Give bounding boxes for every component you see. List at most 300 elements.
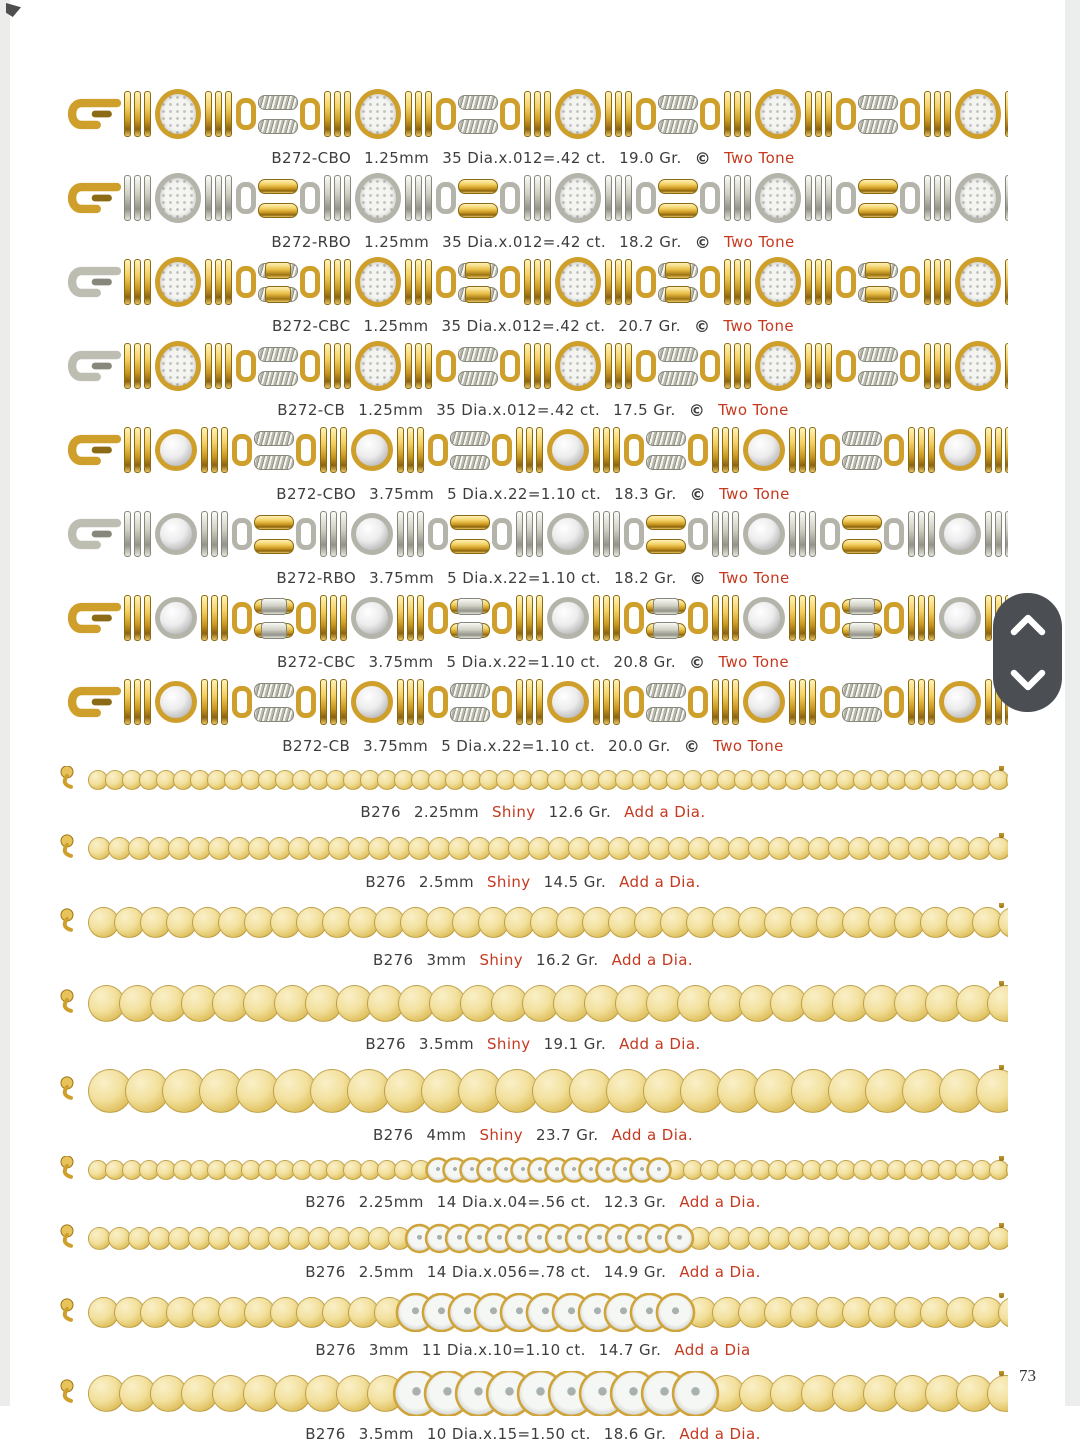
product-size: 1.25mm bbox=[358, 401, 424, 419]
product-size: 3.75mm bbox=[369, 569, 435, 587]
copyright-icon: © bbox=[689, 653, 706, 672]
cable-bar bbox=[842, 455, 882, 470]
link-buckle bbox=[700, 266, 720, 298]
bracelet-image bbox=[58, 252, 1008, 312]
product-list bbox=[58, 0, 1008, 1445]
connector-ring bbox=[944, 91, 951, 137]
center-wrap bbox=[457, 622, 483, 639]
connector-ring bbox=[1005, 427, 1008, 473]
connector-ring bbox=[134, 511, 141, 557]
bracelet-image bbox=[58, 1293, 1008, 1332]
cable-bar bbox=[658, 95, 698, 110]
connector-ring bbox=[625, 91, 632, 137]
connector-ring bbox=[417, 679, 424, 725]
connector-ring bbox=[799, 511, 806, 557]
cable-bar bbox=[258, 287, 298, 302]
connector-rings bbox=[591, 427, 622, 473]
link-buckle bbox=[428, 434, 448, 466]
connector-ring bbox=[205, 259, 212, 305]
connector-ring bbox=[918, 511, 925, 557]
clasp-icon bbox=[58, 1156, 88, 1180]
clasp-icon bbox=[58, 675, 122, 729]
connector-rings bbox=[591, 595, 622, 641]
product-caption bbox=[58, 148, 1008, 168]
product-caption bbox=[58, 1341, 1008, 1361]
pave-diamond-station bbox=[955, 341, 1001, 391]
connector-ring bbox=[603, 595, 610, 641]
product-weight: 12.3 Gr. bbox=[603, 1193, 667, 1211]
cable-bar bbox=[258, 371, 298, 386]
cable-bar bbox=[858, 371, 898, 386]
link-buckle bbox=[232, 518, 252, 550]
cable-bar bbox=[254, 515, 294, 530]
end-pin bbox=[999, 1293, 1004, 1298]
product-tag: Add a Dia. bbox=[679, 1425, 761, 1443]
connector-ring bbox=[805, 343, 812, 389]
connector-ring bbox=[211, 595, 218, 641]
bracelet-image bbox=[58, 420, 1008, 480]
connector-ring bbox=[124, 427, 131, 473]
product-weight: 18.2 Gr. bbox=[614, 569, 677, 587]
cable-bar bbox=[258, 347, 298, 362]
connector-ring bbox=[407, 427, 414, 473]
link-buckle bbox=[232, 686, 252, 718]
cable-bars bbox=[842, 674, 882, 730]
cable-bars bbox=[450, 674, 490, 730]
clasp-icon bbox=[58, 591, 122, 645]
connector-ring bbox=[613, 595, 620, 641]
connector-ring bbox=[985, 679, 992, 725]
link-buckle bbox=[236, 266, 256, 298]
connector-ring bbox=[789, 595, 796, 641]
clasp-icon bbox=[58, 1223, 88, 1248]
link-buckle bbox=[436, 98, 456, 130]
connector-rings bbox=[522, 91, 553, 137]
product-tag: Two Tone bbox=[713, 737, 784, 755]
cable-bar bbox=[254, 623, 294, 638]
center-wrap bbox=[465, 262, 491, 279]
connector-rings bbox=[395, 595, 426, 641]
link-buckle bbox=[900, 350, 920, 382]
product-tag: Add a Dia. bbox=[619, 873, 701, 891]
cable-bar bbox=[646, 539, 686, 554]
bracelet-image bbox=[58, 588, 1008, 648]
connector-ring bbox=[544, 343, 551, 389]
link-buckle bbox=[636, 266, 656, 298]
connector-rings bbox=[514, 679, 545, 725]
connector-ring bbox=[918, 427, 925, 473]
link-buckle bbox=[428, 518, 448, 550]
connector-ring bbox=[134, 91, 141, 137]
product-weight: 14.5 Gr. bbox=[543, 873, 607, 891]
connector-ring bbox=[724, 91, 731, 137]
connector-rings bbox=[1003, 175, 1008, 221]
connector-ring bbox=[221, 679, 228, 725]
connector-rings bbox=[322, 175, 353, 221]
cable-bar bbox=[458, 287, 498, 302]
connector-ring bbox=[225, 259, 232, 305]
product-finish: Shiny bbox=[487, 1035, 531, 1053]
connector-ring bbox=[809, 595, 816, 641]
product-tag: Add a Dia. bbox=[624, 803, 706, 821]
link-buckle bbox=[300, 350, 320, 382]
product-tag: Add a Dia. bbox=[611, 951, 694, 969]
link-buckle bbox=[296, 686, 316, 718]
center-wrap bbox=[265, 286, 291, 303]
page-number: 73 bbox=[1019, 1366, 1036, 1385]
connector-ring bbox=[405, 259, 412, 305]
center-wrap bbox=[261, 622, 287, 639]
connector-rings bbox=[514, 427, 545, 473]
bracelet-image bbox=[58, 981, 1008, 1026]
connector-rings bbox=[522, 259, 553, 305]
product-caption bbox=[58, 400, 1008, 420]
connector-ring bbox=[225, 175, 232, 221]
bracelet-image bbox=[58, 903, 1008, 942]
product-finish: Shiny bbox=[487, 873, 531, 891]
connector-ring bbox=[405, 343, 412, 389]
connector-ring bbox=[330, 427, 337, 473]
connector-ring bbox=[124, 511, 131, 557]
connector-rings bbox=[922, 259, 953, 305]
connector-ring bbox=[744, 175, 751, 221]
connector-ring bbox=[544, 259, 551, 305]
connector-rings bbox=[906, 427, 937, 473]
connector-ring bbox=[593, 427, 600, 473]
product-caption bbox=[58, 736, 1008, 756]
link-buckle bbox=[232, 602, 252, 634]
product-weight: 19.1 Gr. bbox=[543, 1035, 607, 1053]
connector-ring bbox=[722, 511, 729, 557]
connector-ring bbox=[625, 343, 632, 389]
connector-rings bbox=[787, 511, 818, 557]
bezel-diamond-station bbox=[743, 429, 785, 471]
product-code: B276 bbox=[305, 1193, 346, 1211]
connector-ring bbox=[124, 259, 131, 305]
cable-bar bbox=[858, 203, 898, 218]
pave-diamond-station bbox=[755, 173, 801, 223]
product-code: B272-CBO bbox=[276, 485, 357, 503]
pave-diamond-station bbox=[955, 257, 1001, 307]
product-caption bbox=[58, 951, 1008, 971]
connector-ring bbox=[908, 427, 915, 473]
link-buckle bbox=[820, 434, 840, 466]
product-tag: Two Tone bbox=[724, 149, 795, 167]
cable-bar bbox=[254, 455, 294, 470]
product-row bbox=[58, 588, 1008, 672]
diamond-disc bbox=[672, 1371, 719, 1416]
connector-ring bbox=[425, 343, 432, 389]
center-wrap bbox=[261, 598, 287, 615]
cable-bars bbox=[458, 86, 498, 142]
product-code: B276 bbox=[365, 873, 406, 891]
cable-bar bbox=[842, 623, 882, 638]
link-buckle bbox=[636, 350, 656, 382]
copyright-icon: © bbox=[694, 233, 712, 252]
link-buckle bbox=[900, 182, 920, 214]
product-size: 2.5mm bbox=[358, 1263, 414, 1281]
cable-bar bbox=[858, 179, 898, 194]
cable-bars bbox=[858, 170, 898, 226]
connector-rings bbox=[710, 679, 741, 725]
pave-diamond-station bbox=[955, 89, 1001, 139]
product-tag: Two Tone bbox=[718, 401, 789, 419]
clasp-icon bbox=[58, 987, 88, 1013]
connector-ring bbox=[134, 259, 141, 305]
cable-bar bbox=[450, 707, 490, 722]
cable-bar bbox=[258, 263, 298, 278]
bezel-diamond-station bbox=[155, 513, 197, 555]
connector-ring bbox=[340, 595, 347, 641]
connector-ring bbox=[144, 175, 151, 221]
connector-rings bbox=[906, 595, 937, 641]
connector-rings bbox=[122, 679, 153, 725]
cable-bar bbox=[450, 455, 490, 470]
cable-bar bbox=[258, 203, 298, 218]
center-wrap bbox=[653, 598, 679, 615]
bezel-diamond-station bbox=[743, 513, 785, 555]
connector-ring bbox=[344, 175, 351, 221]
connector-ring bbox=[593, 679, 600, 725]
bezel-diamond-station bbox=[547, 429, 589, 471]
connector-ring bbox=[928, 511, 935, 557]
product-size: 2.5mm bbox=[418, 873, 474, 891]
product-row bbox=[58, 504, 1008, 588]
connector-ring bbox=[603, 679, 610, 725]
connector-ring bbox=[397, 511, 404, 557]
link-buckle bbox=[884, 518, 904, 550]
clasp-icon bbox=[58, 1296, 88, 1322]
connector-ring bbox=[526, 595, 533, 641]
connector-ring bbox=[330, 595, 337, 641]
connector-ring bbox=[613, 427, 620, 473]
connector-rings bbox=[722, 175, 753, 221]
connector-ring bbox=[724, 175, 731, 221]
connector-rings bbox=[203, 175, 234, 221]
cable-bar bbox=[842, 683, 882, 698]
pave-diamond-station bbox=[155, 341, 201, 391]
cable-bar bbox=[254, 599, 294, 614]
product-spec: 5 Dia.x.22=1.10 ct. bbox=[441, 737, 596, 755]
cable-bar bbox=[658, 347, 698, 362]
cable-bar bbox=[646, 623, 686, 638]
bezel-diamond-station bbox=[547, 597, 589, 639]
product-row bbox=[58, 823, 1008, 893]
product-tag: Two Tone bbox=[719, 569, 790, 587]
product-row bbox=[58, 84, 1008, 168]
connector-rings bbox=[203, 343, 234, 389]
product-size: 3.75mm bbox=[369, 485, 435, 503]
connector-rings bbox=[710, 427, 741, 473]
connector-ring bbox=[805, 175, 812, 221]
link-buckle bbox=[300, 266, 320, 298]
pave-diamond-station bbox=[355, 341, 401, 391]
connector-ring bbox=[799, 427, 806, 473]
bezel-diamond-station bbox=[939, 681, 981, 723]
scroll-widget bbox=[993, 593, 1062, 712]
product-size: 2.25mm bbox=[358, 1193, 424, 1211]
product-row bbox=[58, 756, 1008, 823]
end-pin bbox=[999, 1223, 1004, 1228]
link-buckle bbox=[296, 602, 316, 634]
clasp-icon bbox=[58, 1075, 88, 1101]
pave-diamond-station bbox=[755, 257, 801, 307]
cable-bars bbox=[842, 590, 882, 646]
product-tag: Add a Dia. bbox=[619, 1035, 701, 1053]
cable-bar bbox=[258, 95, 298, 110]
connector-ring bbox=[340, 427, 347, 473]
end-pin bbox=[999, 981, 1004, 986]
connector-ring bbox=[809, 427, 816, 473]
connector-ring bbox=[320, 679, 327, 725]
connector-ring bbox=[734, 175, 741, 221]
connector-ring bbox=[215, 259, 222, 305]
bracelet-image bbox=[58, 1156, 1008, 1184]
product-caption bbox=[58, 1425, 1008, 1445]
connector-rings bbox=[803, 343, 834, 389]
cable-bars bbox=[450, 590, 490, 646]
gold-disc bbox=[988, 837, 1008, 860]
product-row bbox=[58, 1055, 1008, 1146]
product-tag: Add a Dia. bbox=[611, 1126, 694, 1144]
connector-ring bbox=[225, 91, 232, 137]
connector-ring bbox=[205, 343, 212, 389]
cable-bar bbox=[450, 599, 490, 614]
connector-ring bbox=[211, 679, 218, 725]
connector-ring bbox=[815, 175, 822, 221]
bracelet-image bbox=[58, 168, 1008, 228]
connector-ring bbox=[724, 343, 731, 389]
cable-bar bbox=[458, 119, 498, 134]
connector-ring bbox=[625, 175, 632, 221]
connector-ring bbox=[924, 175, 931, 221]
link-buckle bbox=[624, 518, 644, 550]
cable-bar bbox=[646, 515, 686, 530]
cable-bars bbox=[646, 422, 686, 478]
connector-ring bbox=[732, 595, 739, 641]
connector-ring bbox=[221, 427, 228, 473]
connector-rings bbox=[199, 511, 230, 557]
cable-bars bbox=[450, 422, 490, 478]
connector-rings bbox=[122, 175, 153, 221]
cable-bars bbox=[658, 338, 698, 394]
link-buckle bbox=[300, 182, 320, 214]
connector-rings bbox=[787, 679, 818, 725]
connector-ring bbox=[221, 595, 228, 641]
connector-ring bbox=[985, 595, 992, 641]
connector-ring bbox=[734, 91, 741, 137]
connector-rings bbox=[906, 511, 937, 557]
connector-ring bbox=[534, 175, 541, 221]
connector-ring bbox=[995, 427, 1002, 473]
connector-ring bbox=[124, 343, 131, 389]
connector-ring bbox=[593, 511, 600, 557]
center-wrap bbox=[265, 262, 291, 279]
connector-ring bbox=[908, 511, 915, 557]
connector-rings bbox=[403, 259, 434, 305]
clasp-icon bbox=[58, 766, 88, 790]
product-code: B276 bbox=[305, 1263, 346, 1281]
connector-ring bbox=[908, 679, 915, 725]
product-weight: 18.2 Gr. bbox=[619, 233, 682, 251]
connector-ring bbox=[407, 595, 414, 641]
connector-ring bbox=[144, 259, 151, 305]
connector-ring bbox=[712, 427, 719, 473]
cable-bar bbox=[658, 287, 698, 302]
copyright-icon: © bbox=[689, 569, 707, 588]
cable-bar bbox=[858, 95, 898, 110]
link-buckle bbox=[900, 266, 920, 298]
connector-ring bbox=[722, 595, 729, 641]
link-buckle bbox=[820, 518, 840, 550]
cable-bars bbox=[458, 338, 498, 394]
product-row bbox=[58, 1361, 1008, 1445]
connector-ring bbox=[205, 91, 212, 137]
connector-ring bbox=[334, 343, 341, 389]
connector-rings bbox=[803, 91, 834, 137]
connector-ring bbox=[815, 259, 822, 305]
product-caption bbox=[58, 1126, 1008, 1146]
cable-bars bbox=[858, 86, 898, 142]
link-buckle bbox=[636, 182, 656, 214]
link-buckle bbox=[428, 602, 448, 634]
clasp-icon bbox=[58, 507, 122, 561]
product-weight: 19.0 Gr. bbox=[619, 149, 682, 167]
clasp-icon bbox=[58, 87, 122, 141]
connector-ring bbox=[605, 175, 612, 221]
cable-bar bbox=[842, 599, 882, 614]
cable-bars bbox=[658, 170, 698, 226]
cable-bar bbox=[458, 95, 498, 110]
connector-rings bbox=[199, 679, 230, 725]
connector-rings bbox=[603, 175, 634, 221]
cable-bar bbox=[646, 707, 686, 722]
connector-ring bbox=[809, 679, 816, 725]
link-buckle bbox=[296, 518, 316, 550]
connector-ring bbox=[732, 679, 739, 725]
connector-rings bbox=[983, 427, 1008, 473]
connector-ring bbox=[415, 175, 422, 221]
connector-ring bbox=[524, 175, 531, 221]
connector-rings bbox=[603, 259, 634, 305]
link-buckle bbox=[492, 518, 512, 550]
copyright-icon: © bbox=[688, 401, 706, 420]
product-weight: 20.0 Gr. bbox=[608, 737, 671, 755]
product-code: B272-CBC bbox=[271, 317, 351, 335]
scroll-up-button[interactable] bbox=[993, 603, 1062, 647]
gold-disc bbox=[998, 1297, 1008, 1328]
link-buckle bbox=[688, 602, 708, 634]
connector-ring bbox=[724, 259, 731, 305]
bezel-diamond-station bbox=[351, 513, 393, 555]
link-buckle bbox=[836, 98, 856, 130]
product-tag: Two Tone bbox=[724, 233, 795, 251]
connector-ring bbox=[593, 595, 600, 641]
gold-disc bbox=[998, 907, 1008, 938]
scroll-down-button[interactable] bbox=[993, 658, 1062, 702]
connector-ring bbox=[417, 511, 424, 557]
link-buckle bbox=[700, 98, 720, 130]
connector-rings bbox=[203, 91, 234, 137]
product-finish: Shiny bbox=[479, 1126, 524, 1144]
pave-diamond-station bbox=[955, 173, 1001, 223]
connector-ring bbox=[417, 427, 424, 473]
cable-bar bbox=[858, 263, 898, 278]
product-spec: 35 Dia.x.012=.42 ct. bbox=[436, 401, 601, 419]
clasp-icon bbox=[58, 1377, 88, 1403]
product-code: B276 bbox=[372, 951, 414, 969]
connector-ring bbox=[928, 595, 935, 641]
